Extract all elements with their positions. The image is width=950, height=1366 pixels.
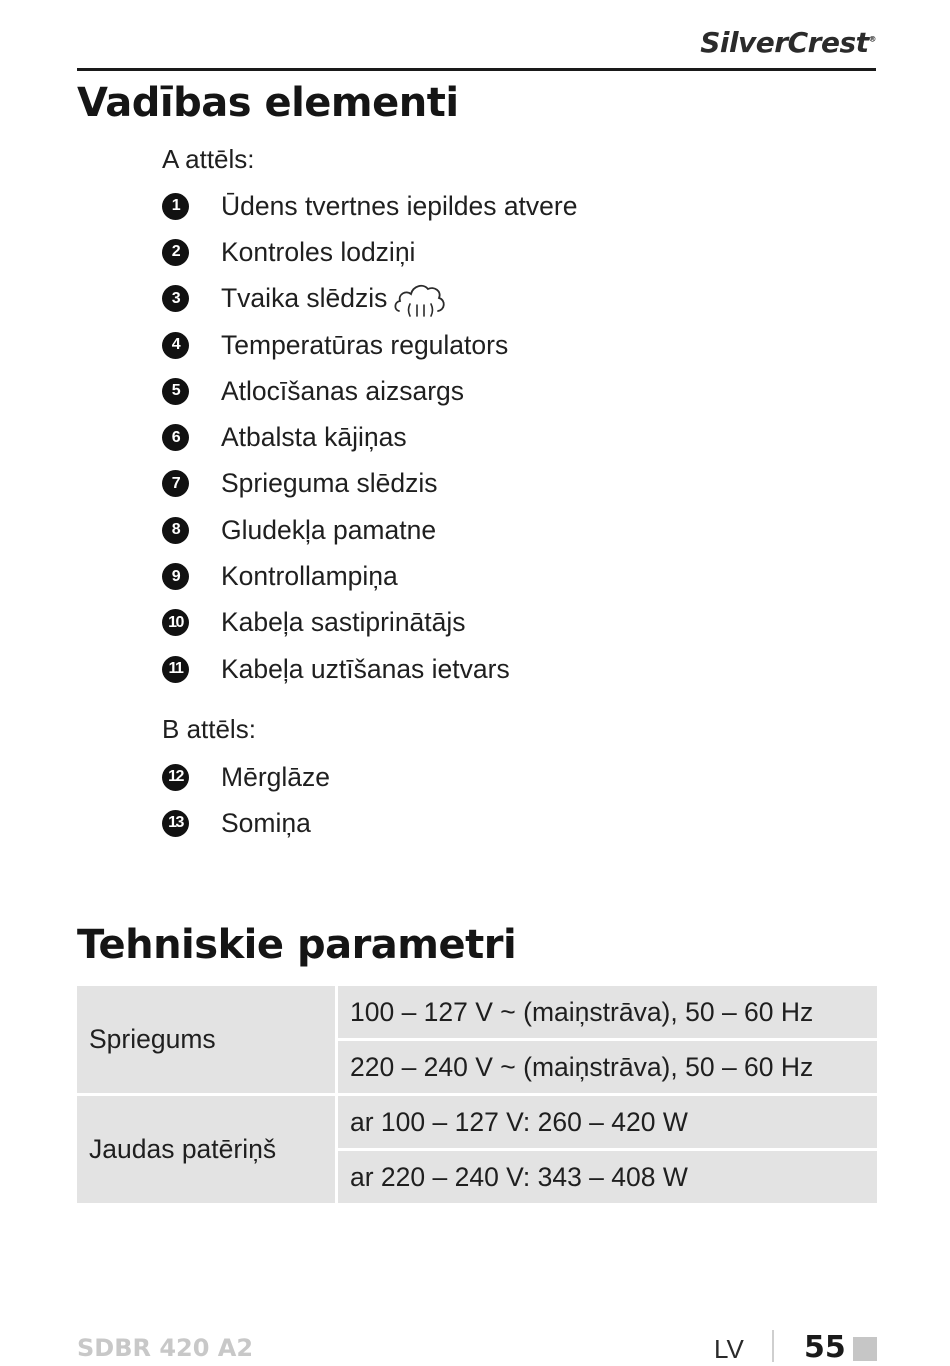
item-label: Kabeļa sastiprinātājs (221, 607, 466, 638)
tech-heading: Tehniskie parametri (77, 922, 517, 968)
item-label: Somiņa (221, 807, 311, 838)
number-badge: 7 (162, 470, 189, 497)
figure-b-label: B attēls: (162, 714, 256, 744)
brand-logo (700, 26, 876, 59)
tech-specs-table (77, 986, 877, 1206)
item-label: Sprieguma slēdzis (221, 468, 438, 499)
item-label: Kontrollampiņa (221, 561, 398, 592)
list-item (162, 183, 577, 229)
figure-b-list (162, 754, 330, 847)
footer-language: LV (714, 1334, 744, 1364)
spec-label: Spriegums (77, 986, 337, 1095)
spec-value: 220 – 240 V ~ (maiņstrāva), 50 – 60 Hz (337, 1040, 878, 1095)
list-item (162, 414, 577, 460)
item-label: Temperatūras regulators (221, 329, 509, 360)
table-row (77, 986, 877, 1040)
footer-divider (772, 1330, 774, 1362)
spec-label: Jaudas patēriņš (77, 1095, 337, 1205)
list-item (162, 507, 577, 553)
number-badge: 3 (162, 285, 189, 312)
figure-a-list (162, 183, 577, 692)
registered-mark: ® (868, 34, 876, 44)
number-badge: 12 (162, 764, 189, 791)
footer-model: SDBR 420 A2 (77, 1334, 254, 1362)
number-badge: 13 (162, 810, 189, 837)
number-badge: 8 (162, 517, 189, 544)
item-label: Kontroles lodziņi (221, 236, 416, 267)
list-item (162, 754, 330, 800)
number-badge: 2 (162, 239, 189, 266)
list-item (162, 322, 577, 368)
footer-square-marker (853, 1337, 877, 1361)
brand-name: SilverCrest (700, 26, 869, 59)
controls-heading: Vadības elementi (77, 80, 459, 126)
page-number: 55 (804, 1330, 846, 1365)
list-item (162, 229, 577, 275)
item-label: Kabeļa uztīšanas ietvars (221, 653, 510, 684)
list-item (162, 461, 577, 507)
steam-icon (393, 277, 449, 321)
list-item (162, 600, 577, 646)
item-label: Ūdens tvertnes iepildes atvere (221, 190, 578, 221)
number-badge: 1 (162, 193, 189, 220)
item-label: Atbalsta kājiņas (221, 422, 407, 453)
number-badge: 9 (162, 563, 189, 590)
figure-a-label: A attēls: (162, 144, 255, 174)
spec-value: ar 220 – 240 V: 343 – 408 W (337, 1150, 878, 1205)
list-item (162, 368, 577, 414)
number-badge: 4 (162, 332, 189, 359)
list-item (162, 646, 577, 692)
list-item (162, 800, 330, 846)
number-badge: 6 (162, 424, 189, 451)
number-badge: 10 (162, 609, 189, 636)
item-label: Mērglāze (221, 761, 330, 792)
list-item (162, 276, 577, 322)
number-badge: 5 (162, 378, 189, 405)
spec-value: ar 100 – 127 V: 260 – 420 W (337, 1095, 878, 1150)
item-label: Atlocīšanas aizsargs (221, 375, 465, 406)
header-rule (77, 68, 876, 71)
spec-value: 100 – 127 V ~ (maiņstrāva), 50 – 60 Hz (337, 986, 878, 1040)
list-item (162, 553, 577, 599)
table-row (77, 1095, 877, 1150)
item-label: Gludekļa pamatne (221, 514, 437, 545)
number-badge: 11 (162, 656, 189, 683)
item-label: Tvaika slēdzis (221, 283, 388, 314)
